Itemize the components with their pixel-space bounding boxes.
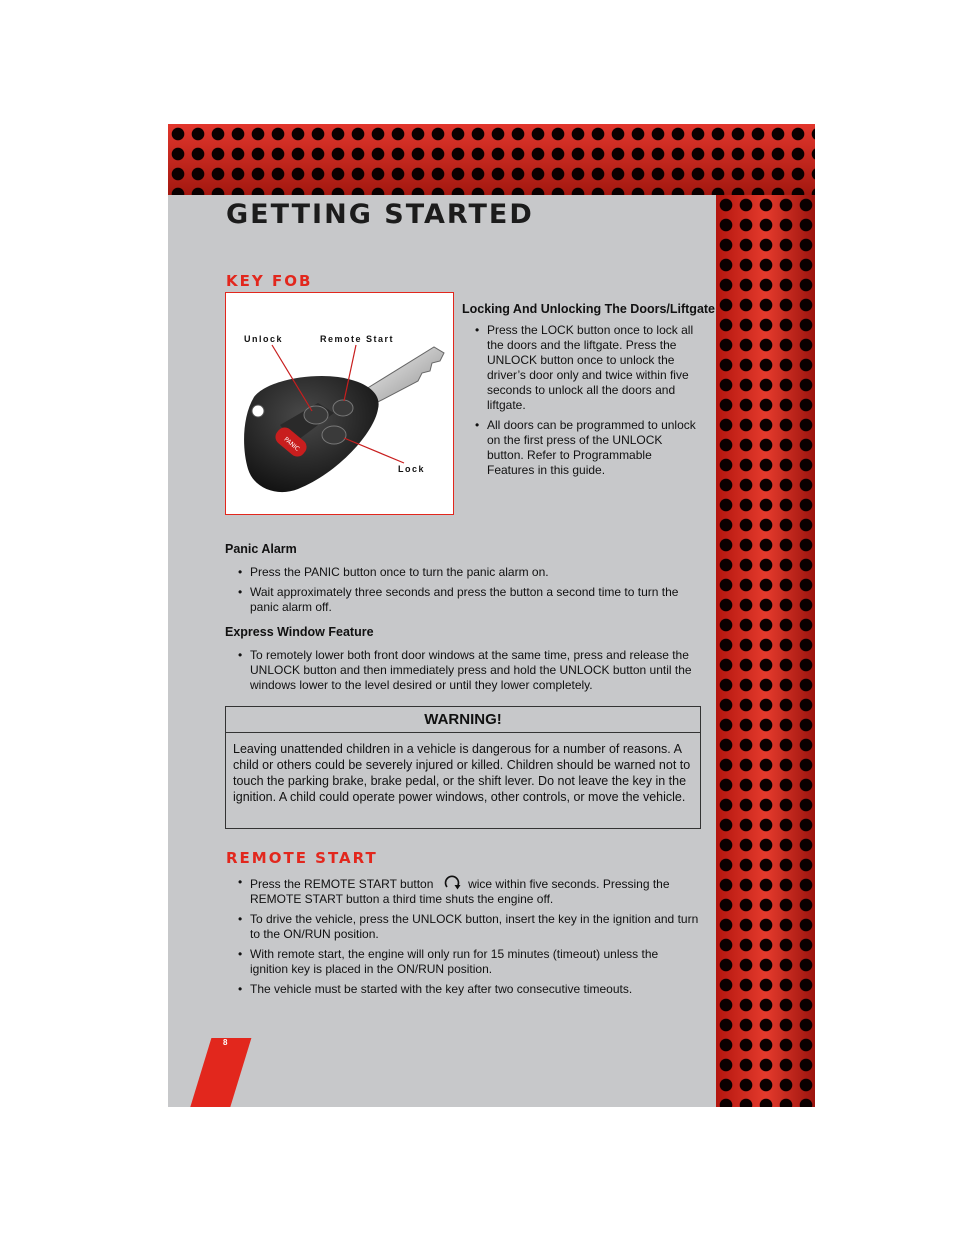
locking-subheading: Locking And Unlocking The Doors/Liftgate <box>462 302 716 316</box>
panic-alarm-list <box>237 565 699 620</box>
panic-button-text: PANIC <box>282 435 301 453</box>
list-item: • All doors can be programmed to unlock on the first press of the UNLOCK button. Refer to Programmable Features in this guide. <box>474 418 702 478</box>
remote-start-bullet-text-end: wice within five seconds. Pressing the REMOTE START button a third time shuts the engine off. <box>250 877 670 906</box>
list-item: • Wait approximately three seconds and press the button a second time to turn the panic alarm off. <box>237 585 699 615</box>
remote-start-heading: REMOTE START <box>226 849 378 867</box>
header-mesh-pattern <box>168 124 815 195</box>
express-window-list <box>237 648 699 698</box>
panic-alarm-subheading: Panic Alarm <box>225 542 297 556</box>
figure-label-remote-start: Remote Start <box>320 334 395 344</box>
list-item: • With remote start, the engine will only run for 15 minutes (timeout) unless the ignition key is placed in the ON/RUN position. <box>237 947 699 977</box>
locking-list <box>474 323 702 483</box>
list-item: • To drive the vehicle, press the UNLOCK button, insert the key in the ignition and turn to the ON/RUN position. <box>237 912 699 942</box>
figure-label-unlock: Unlock <box>244 334 284 344</box>
side-mesh-pattern <box>716 195 815 1107</box>
list-item: • The vehicle must be started with the key after two consecutive timeouts. <box>237 982 699 997</box>
key-fob-figure <box>225 292 454 515</box>
express-window-subheading: Express Window Feature <box>225 625 374 639</box>
warning-title: WARNING! <box>226 707 700 733</box>
remote-start-icon <box>442 875 462 892</box>
warning-box <box>225 706 701 829</box>
list-item: • Press the PANIC button once to turn the panic alarm on. <box>237 565 699 580</box>
page-number-stripe <box>190 1038 251 1107</box>
key-fob-illustration <box>226 293 452 513</box>
key-fob-heading: KEY FOB <box>226 272 313 290</box>
list-item <box>237 875 699 907</box>
figure-label-lock: Lock <box>398 464 426 474</box>
page-title: GETTING STARTED <box>226 199 534 230</box>
remote-start-bullet-text-start: Press the REMOTE START button <box>250 877 434 891</box>
page-number: 8 <box>223 1038 228 1047</box>
list-item: • To remotely lower both front door windows at the same time, press and release the UNLOCK button and then immediately press and hold the UNLOCK button until the windows lower to the level desired or until they lower completely. <box>237 648 699 693</box>
list-item: • Press the LOCK button once to lock all the doors and the liftgate. Press the UNLOCK button once to unlock the driver’s door only and twice within five seconds to unlock all the doors and liftgate. <box>474 323 702 413</box>
remote-start-list <box>237 875 699 1002</box>
page <box>168 124 815 1107</box>
warning-text: Leaving unattended children in a vehicle is dangerous for a number of reasons. A child or others could be severely injured or killed. Children should be warned not to touch the parking brake, brake pedal, or the shift lever. Do not leave the key in the ignition. A child could operate power windows, other controls, or move the vehicle. <box>233 742 691 804</box>
